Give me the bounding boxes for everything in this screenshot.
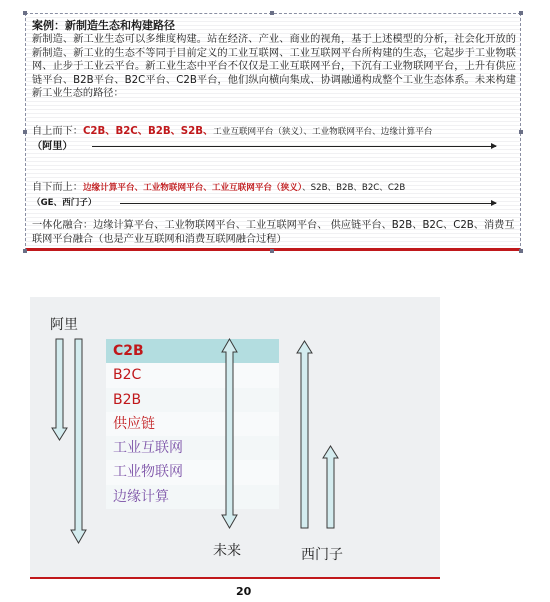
category-row: 工业互联网 xyxy=(106,436,279,460)
alibaba-down-arrow-long xyxy=(71,339,86,543)
bottom-up-red: 边缘计算平台、工业物联网平台、工业互联网平台（狭义） xyxy=(82,183,303,193)
category-row: 供应链 xyxy=(106,412,279,436)
siemens-label: 西门子 xyxy=(301,547,343,563)
top-down-rest: 工业互联网平台（狭义）、工业物联网平台、边缘计算平台 xyxy=(213,127,433,137)
page-number: 20 xyxy=(236,585,252,598)
category-row: C2B xyxy=(106,339,279,363)
top-down-red: C2B、B2C、B2B、S2B、 xyxy=(82,126,214,137)
category-row: 边缘计算 xyxy=(106,485,279,509)
bottom-up-rest: 、S2B、B2B、B2C、C2B xyxy=(302,183,406,193)
alibaba-label: 阿里 xyxy=(50,317,78,333)
case-title: 案例：新制造生态和构建路径 xyxy=(32,19,175,32)
category-row: B2B xyxy=(106,388,279,412)
case-paragraph: 新制造、新工业生态可以多维度构建。站在经济、产业、商业的视角，基于上述模型的分析，社会化开放的新制造、新工业的生态不等同于目前定义的工业互联网、工业互联网平台所构建的生态，它起步于工业物联网、止步于工业云平台。新工业生态中平台不仅仅是工业互联网平台，下沉有工业物联网平台，上升有供应链平台、B2B平台、B2C平台、C2B平台，他们纵向横向集成、协调融通构成整个工业生态体系。未来构建新工业生态的路径： xyxy=(32,34,516,99)
siemens-up-arrow-short xyxy=(323,446,338,528)
category-row: B2C xyxy=(106,363,279,387)
future-label: 未来 xyxy=(213,543,241,559)
top-down-prefix: 自上而下： xyxy=(32,126,83,137)
siemens-up-arrow-long xyxy=(297,341,312,528)
top-down-who: （阿里） xyxy=(32,140,73,152)
bottom-up-who: （GE、西门子） xyxy=(32,197,97,208)
category-row: 工业物联网 xyxy=(106,460,279,484)
integration-text: 一体化融合：边缘计算平台、工业物联网平台、工业互联网平台、 供应链平台、B2B、B2C、C2B、消费互联网平台融合（也是产业互联网和消费互联网融合过程） xyxy=(32,220,515,245)
future-double-arrow xyxy=(222,339,237,528)
alibaba-down-arrow-short xyxy=(52,339,67,440)
bottom-up-prefix: 自下而上： xyxy=(32,182,83,193)
